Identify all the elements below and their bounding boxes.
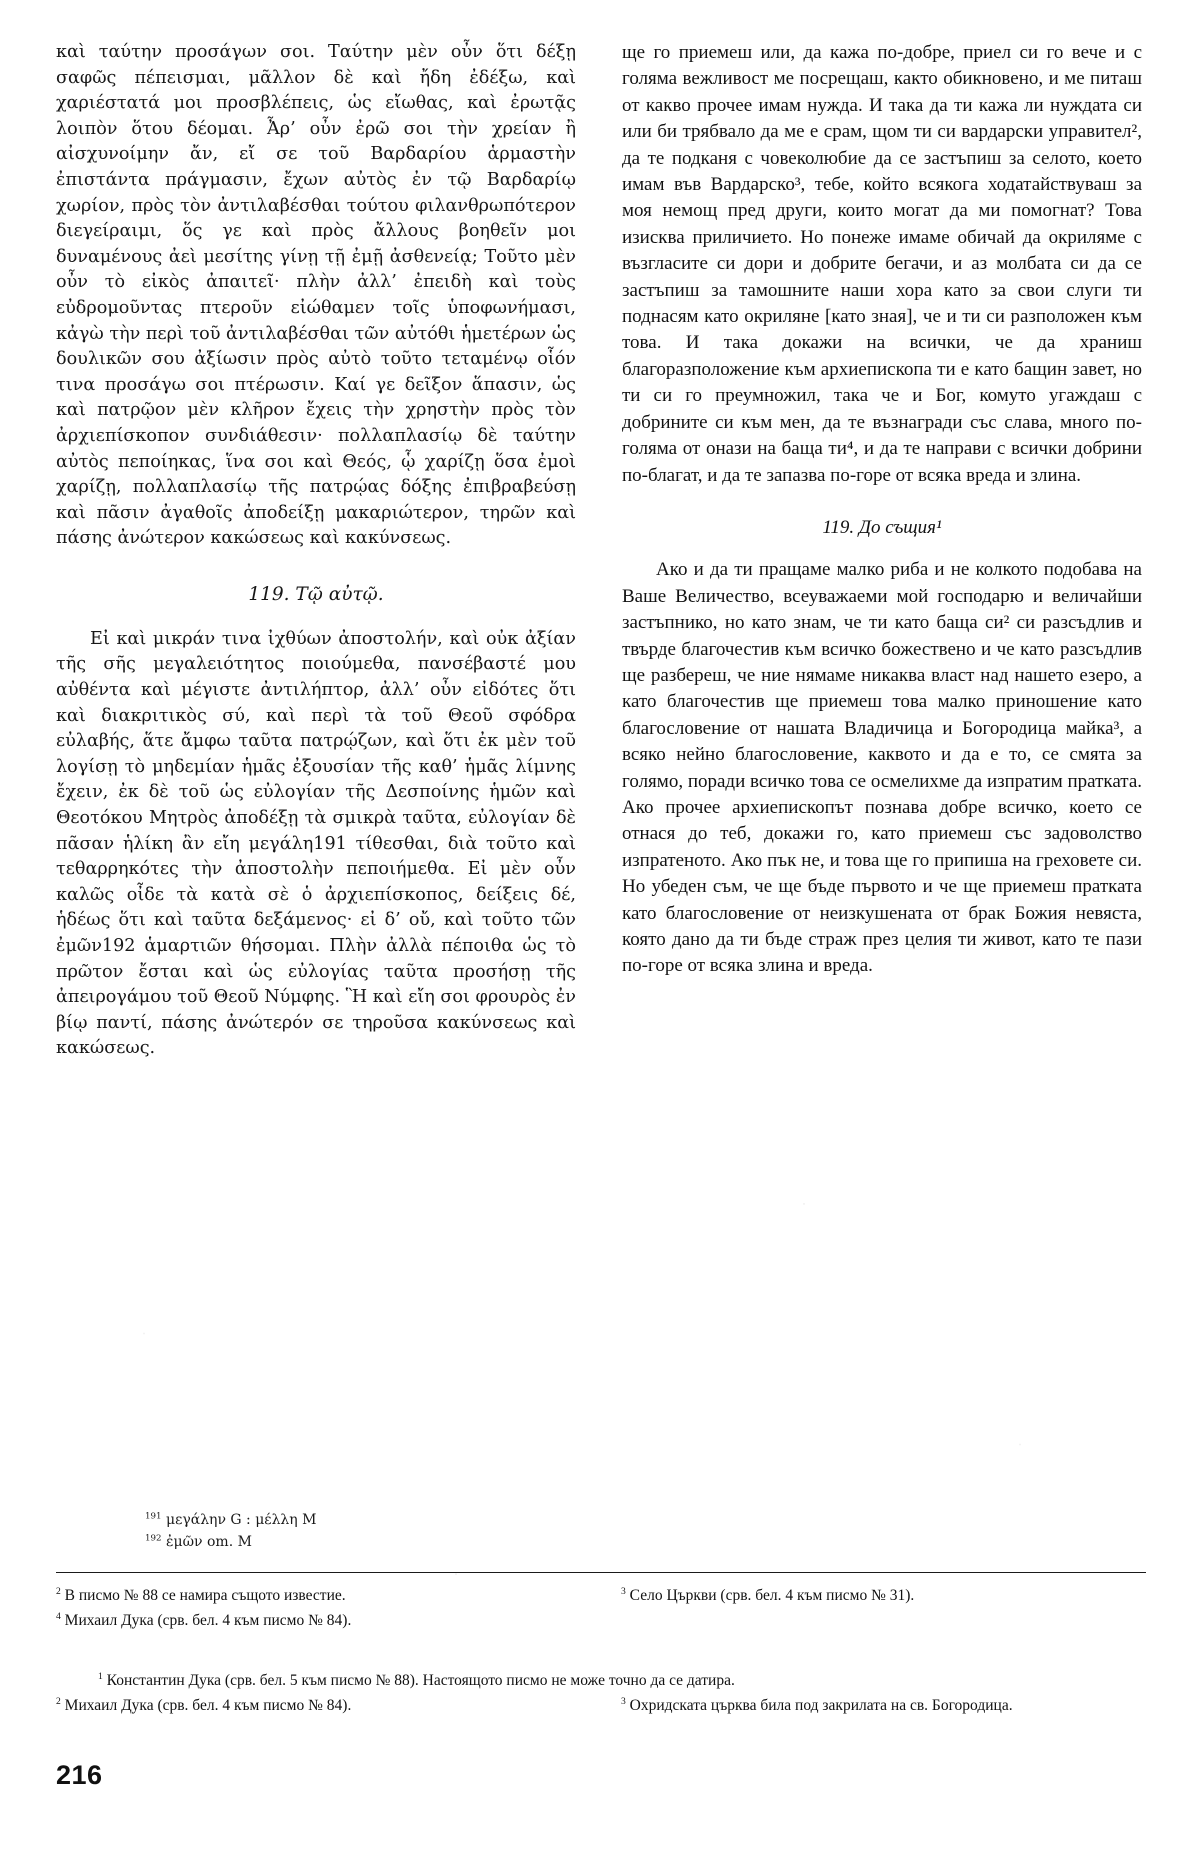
bulgarian-text-column	[622, 40, 1142, 980]
bulgarian-section-heading: 119. До същия¹	[822, 516, 942, 538]
footnote-column-left	[56, 1584, 581, 1635]
footnote-text: Константин Дука (срв. бел. 5 към писмо № 88). Настоящото писмо не може точно да се датира.	[106, 1671, 735, 1689]
apparatus-marker: 191	[145, 1511, 162, 1522]
footnote-block-two-row	[56, 1694, 1146, 1719]
footnote-block-two	[56, 1669, 1146, 1720]
page-number: 216	[56, 1760, 103, 1790]
footnote-entry	[56, 1669, 1146, 1692]
footnotes-area	[56, 1584, 1146, 1719]
footnote-separator-rule	[56, 1572, 1146, 1573]
footnote-text: Охридската църква била под закрилата на св. Богородица.	[629, 1696, 1013, 1714]
footnote-marker: 3	[621, 1695, 626, 1707]
footnote-text: В писмо № 88 се намира същото известие.	[64, 1587, 346, 1604]
footnote-marker: 1	[98, 1670, 103, 1682]
apparatus-entry	[145, 1510, 565, 1530]
footnote-column-right	[621, 1584, 1146, 1635]
footnote-column-right	[621, 1694, 1146, 1719]
greek-text-column	[56, 40, 576, 1062]
footnote-entry	[56, 1584, 581, 1607]
footnote-entry	[56, 1609, 581, 1632]
greek-paragraph-1: καὶ ταύτην προσάγων σοι. Ταύτην μὲν οὖν ὅτι δέξῃ σαφῶς πέπεισμαι, μᾶλλον δὲ καὶ ἤδη ἐδέξω, καὶ χαριέστατά μοι προσβλέπεις, ὡς εἴωθας, καὶ ἐρωτᾷς λοιπὸν ὅτου δέομαι. Ἆρ’ οὖν ἐρῶ σοι τὴν χρείαν ἢ αἰσχυνοίμην ἄν, εἴ σε τοῦ Βαρδαρίου ἁρμαστὴν ἐπιστάντα πράγμασιν, ἔχων αὐτὸς ἐν τῷ Βαρδαρίῳ χωρίον, πρὸς τὸν ἀντιλαβέσθαι τούτου φιλανθρωπότερον διεγείραιμι, ὅς γε καὶ πρὸς ἄλλους βοηθεῖν μοι δυναμένους ἀεὶ μεσίτης γίνῃ τῇ ἐμῇ ἀσθενείᾳ; Τοῦτο μὲν οὖν τὸ εἰκὸς ἀπαιτεῖ· πλὴν ἀλλ’ ἐπειδὴ καὶ τοὺς εὐδρομοῦντας πτεροῦν εἰώθαμεν τοῖς ὑποφωνήμασι, κἀγὼ τὴν περὶ τοῦ ἀντιλαβέσθαι τῶν αὐτόθι ἡμετέρων ὡς δουλικῶν σου ἀξίωσιν πρὸς αὐτὸ τοῦτο τεταμένῳ οἷόν τινα προσάγω σοι πτέρωσιν. Καί γε δεῖξον ἅπασιν, ὡς καὶ πατρῷον μὲν κλῆρον ἔχεις τὴν χρηστὴν πρὸς τὸν ἀρχιεπίσκοπον συνδιάθεσιν· πολλαπλασίῳ δὲ ταύτην αὐτὸς πεποίηκας, ἵνα σοι καὶ Θεός, ᾧ χαρίζῃ ὅσα ἐμοὶ χαρίζῃ, πολλαπλασίῳ τῆς πατρῴας δόξης ἐπιβραβεύσῃ καὶ πᾶσιν ἀγαθοῖς ἀποδείξῃ μακαριώτερον, τηρῶν καὶ πάσης ἀνώτερον κακώσεως καὶ κακύνσεως.	[56, 42, 576, 549]
footnote-entry	[56, 1694, 581, 1717]
footnote-column-left	[56, 1694, 581, 1719]
critical-apparatus	[145, 1510, 565, 1555]
footnote-block-one	[56, 1584, 1146, 1635]
footnote-marker: 3	[621, 1585, 626, 1597]
apparatus-text: ἐμῶν om. M	[166, 1534, 252, 1551]
footnote-text: Село Църкви (срв. бел. 4 към писмо № 31).	[629, 1587, 915, 1604]
greek-section-heading: 119. Τῷ αὐτῷ.	[248, 583, 384, 605]
footnote-marker: 4	[56, 1611, 61, 1623]
footnote-text: Михаил Дука (срв. бел. 4 към писмо № 84).	[64, 1696, 352, 1714]
footnote-marker: 2	[56, 1695, 61, 1707]
greek-paragraph-2: Εἰ καὶ μικράν τινα ἰχθύων ἀποστολήν, καὶ οὐκ ἀξίαν τῆς σῆς μεγαλειότητος ποιούμεθα, πανσέβαστέ μου αὐθέντα καὶ μέγιστε ἀντιλήπτορ, ἀλλ’ οὖν εἰδότες ὅτι καὶ διακριτικὸς σύ, καὶ περὶ τὰ τοῦ Θεοῦ σφόδρα εὐλαβής, ἅτε ἄμφω ταῦτα πατρῴζων, καὶ ὅτι ἐκ μὲν τοῦ λογίσῃ τὸ μηδεμίαν ἡμᾶς ἐξουσίαν τῆς καθ’ ἡμᾶς λίμνης ἔχειν, ἐκ δὲ τοῦ ὡς εὐλογίαν τῆς Δεσποίνης ἡμῶν καὶ Θεοτόκου Μητρὸς ἀποδέξῃ τὰ σμικρὰ ταῦτα, εὐλογίαν δὲ πᾶσαν ἡλίκη ἂν εἴη μεγάλη191 τίθεσθαι, διὰ τοῦτο καὶ τεθαρρηκότες τὴν ἀποστολὴν πεποιήμεθα. Εἰ μὲν οὖν καλῶς οἶδε τὰ κατὰ σὲ ὁ ἀρχιεπίσκοπος, δείξεις δέ, ἡδέως ὅτι καὶ ταῦτα δεξάμενος· εἰ δ’ οὔ, καὶ τοῦτο τῶν ἐμῶν192 ἁμαρτιῶν θήσομαι. Πλὴν ἀλλὰ πέποιθα ὡς τὸ πρῶτον ἔσται καὶ ὡς εὐλογίας ταῦτα προσήσῃ τῆς ἀπειρογάμου τοῦ Θεοῦ Νύμφης. Ἣ καὶ εἴη σοι φρουρὸς ἐν βίῳ παντί, πάσης ἀνώτερόν σε τηροῦσα κακύνσεως καὶ κακώσεως.	[56, 628, 576, 1059]
two-column-body	[56, 40, 1144, 1062]
bulgarian-paragraph-1: ще го приемеш или, да кажа по-добре, приел си го вече и с голяма вежливост ме посрещаш, както обикновено, и ме питаш от какво прочее имам нужда. И така да ти кажа ли нуждата си или би трябвало да ме е срам, щом ти си вардарски управител², да те подканя с човеколюбие да се застъпиш за селото, което имам във Вардарско³, тебе, който всякога ходатайствуваш за моя немощ пред други, които могат да ми помогнат? Това изисква приличието. Но понеже имаме обичай да окриляме с възгласите си дори и добрите бегачи, и аз молбата си да се застъпиш за тамошните наши хора като за свои слуги ти поднасям като окриляне [като зная], че и ти си разположен към това. И така докажи на всички, че да храниш благоразположение към архиепископа ти е като бащин завет, но ти си го преумножил, така че и Бог, комуто угаждаш с добрините си към мен, да те възнагради със слава, много по-голяма от онази на баща ти⁴, и да те направи с всички добрини по-благат, и да те запазва по-горе от всяка вреда и злина.	[622, 42, 1142, 486]
bulgarian-paragraph-2: Ако и да ти пращаме малко риба и не колкото подобава на Ваше Величество, всеуважаеми мой господарю и величайши застъпнико, но като знам, че ти като баща си² си разсъдлив и твърде благочестив към всичко божествено и че като разсъдлив ще разбереш, че ние нямаме никаква власт над нашето езеро, а като благочестив ще приемеш това малко приношение като благословение от нашата Владичица и Богородица майка³, а всяко нейно благословение, каквото и да е то, се смята за голямо, поради всичко това се осмелихме да изпратим пратката. Ако прочее архиепископът познава добре всичко, което се отнася до теб, докажи го, като приемеш със задоволство изпратеното. Ако пък не, и това ще го припиша на греховете си. Но убеден съм, че ще бъде първото и че ще приемеш пратката като благословение от неизкушената от брак Божия невяста, която дано да ти бъде страж през целия ти живот, като те пази по-горе от всяка злина и вреда.	[622, 559, 1142, 977]
footnote-entry	[621, 1694, 1146, 1717]
footnote-marker: 2	[56, 1585, 61, 1597]
footnote-text: Михаил Дука (срв. бел. 4 към писмо № 84).	[64, 1612, 352, 1630]
footnote-entry	[621, 1584, 1146, 1607]
apparatus-marker: 192	[145, 1533, 162, 1544]
apparatus-entry	[145, 1532, 565, 1552]
apparatus-text: μεγάλην G : μέλλη M	[166, 1512, 317, 1528]
